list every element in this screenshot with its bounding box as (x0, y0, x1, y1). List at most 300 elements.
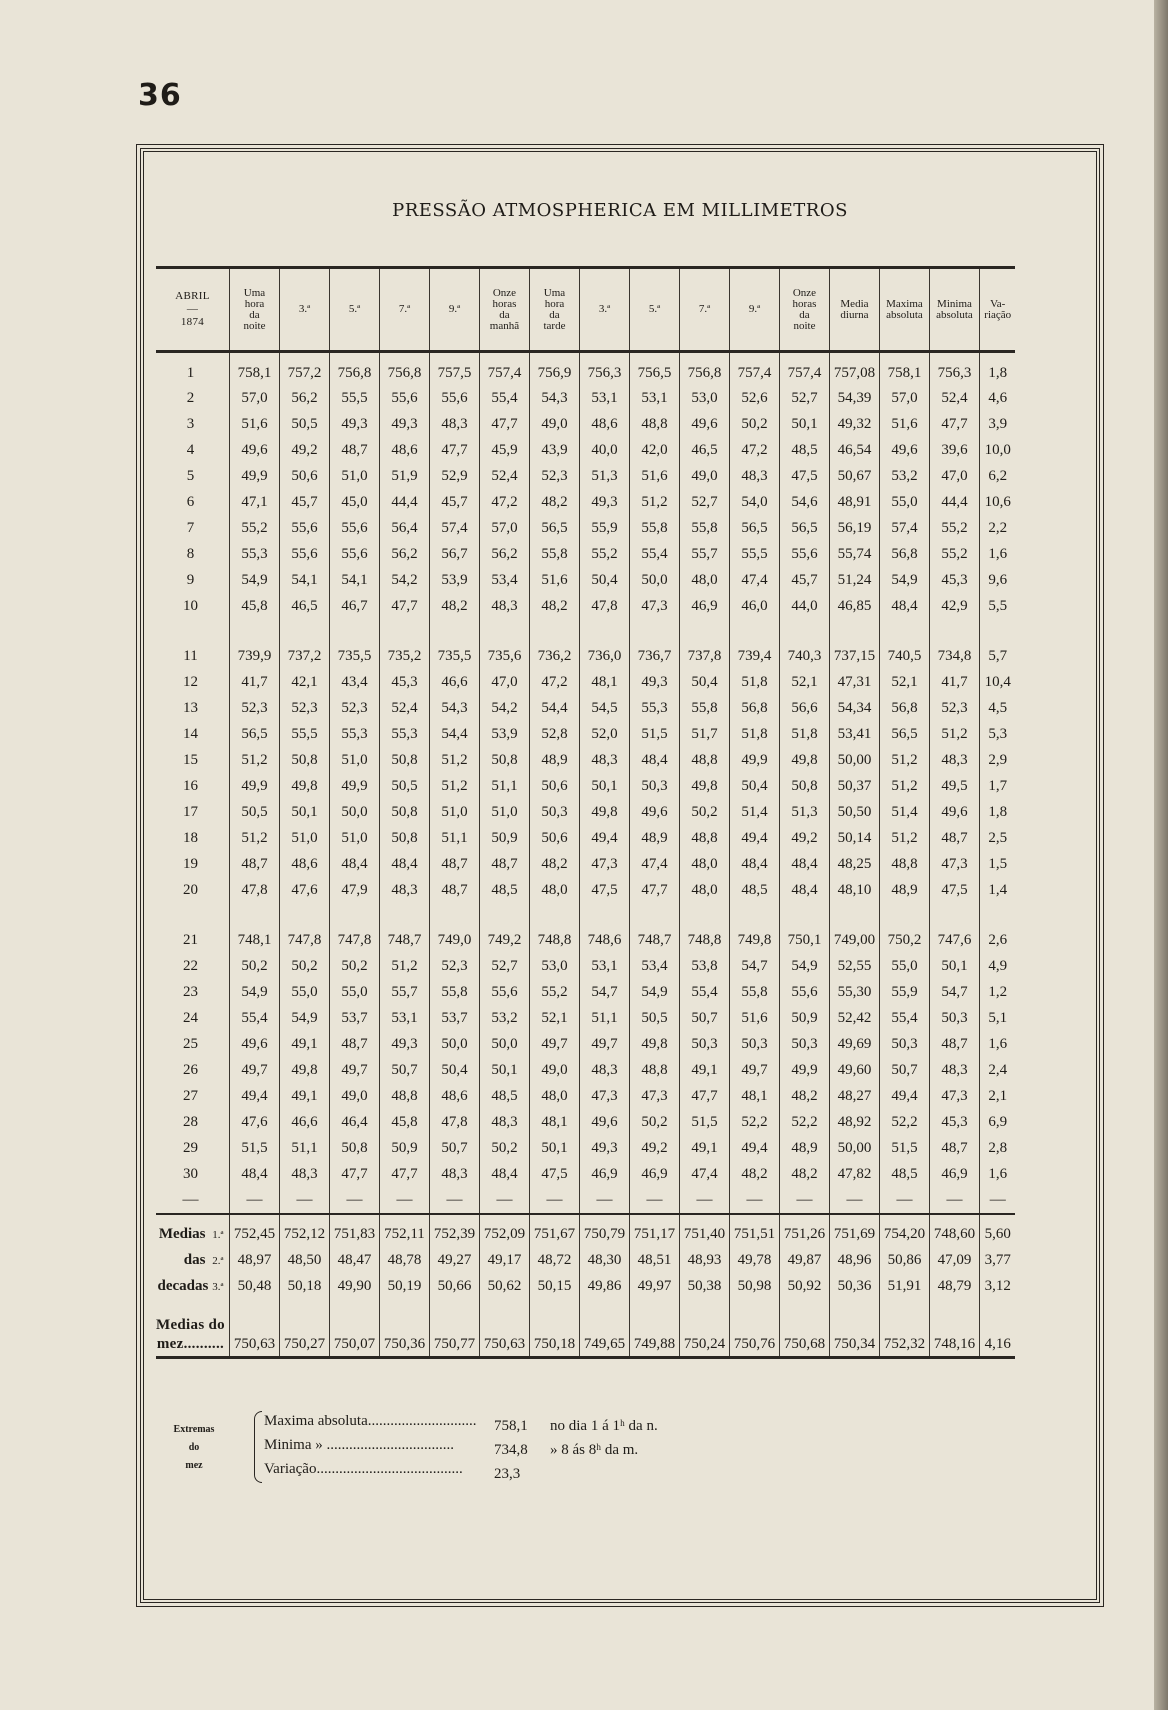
mes-value: 750,34 (829, 1334, 879, 1358)
cell-value: 1,6 (979, 542, 1015, 568)
cell-value: 51,5 (229, 1136, 279, 1162)
table-row (156, 928, 1015, 954)
cell-value: 52,2 (729, 1110, 779, 1136)
cell-value: 55,6 (429, 386, 479, 412)
cell-value: 50,2 (679, 800, 729, 826)
spacer-cell (629, 904, 679, 928)
cell-value: 49,8 (279, 774, 329, 800)
cell-value: 54,5 (579, 696, 629, 722)
day-number: 27 (182, 1088, 198, 1104)
header-line: 5.ª (648, 303, 661, 315)
cell-value: 757,4 (779, 352, 829, 386)
decada-value: 50,38 (679, 1274, 729, 1300)
cell-value: 56,8 (729, 696, 779, 722)
dash-cell: — (479, 1188, 529, 1214)
decada-value: 48,93 (679, 1248, 729, 1274)
cell-value: 49,1 (279, 1032, 329, 1058)
cell-value: 49,6 (579, 1110, 629, 1136)
cell-value: 51,1 (479, 774, 529, 800)
cell-value: 1,8 (979, 800, 1015, 826)
cell-value: 51,6 (529, 568, 579, 594)
cell-value: 54,9 (779, 954, 829, 980)
decada-value: 50,98 (729, 1274, 779, 1300)
mes-value: 752,32 (879, 1334, 929, 1358)
cell-value: 46,9 (629, 1162, 679, 1188)
decada-value: 751,69 (829, 1222, 879, 1248)
cell-value: 47,0 (479, 670, 529, 696)
cell-value: 56,5 (779, 516, 829, 542)
cell-value: 48,8 (379, 1084, 429, 1110)
cell-value: 47,5 (579, 878, 629, 904)
cell-value: 54,2 (379, 568, 429, 594)
cell-value: 50,1 (479, 1058, 529, 1084)
separator-cell (279, 1214, 329, 1222)
spacer-cell (829, 620, 879, 644)
header-line: Onze (492, 286, 517, 299)
cell-value: 49,8 (629, 1032, 679, 1058)
cell-value: 52,1 (879, 670, 929, 696)
cell-value: 50,67 (829, 464, 879, 490)
decada-label-text: Medias (158, 1225, 206, 1242)
cell-value: 48,5 (879, 1162, 929, 1188)
dash-cell: — (279, 1188, 329, 1214)
extremas-line-note: no dia 1 á 1ʰ da n. (550, 1418, 658, 1434)
cell-value: 49,6 (629, 800, 679, 826)
cell-value: 50,00 (829, 1136, 879, 1162)
spacer-cell (229, 620, 279, 644)
cell-value: 55,8 (679, 696, 729, 722)
cell-value: 2,6 (979, 928, 1015, 954)
header-line: Maxima (886, 297, 923, 310)
cell-value: 50,3 (529, 800, 579, 826)
cell-value: 50,6 (529, 826, 579, 852)
cell-value: 48,7 (929, 826, 979, 852)
decada-value: 50,48 (229, 1274, 279, 1300)
separator-cell (429, 1214, 479, 1222)
dash-cell: — (929, 1188, 979, 1214)
cell-value: 56,4 (379, 516, 429, 542)
cell-value: 48,6 (379, 438, 429, 464)
cell-value: 1,7 (979, 774, 1015, 800)
decada-value: 50,36 (829, 1274, 879, 1300)
header-col-7 (529, 268, 579, 352)
cell-value: 1,8 (979, 352, 1015, 386)
cell-value: 756,8 (379, 352, 429, 386)
cell-value: 55,9 (579, 516, 629, 542)
header-line: horas (492, 297, 517, 310)
cell-value: 52,3 (529, 464, 579, 490)
table-row (156, 1136, 1015, 1162)
cell-value: 50,9 (379, 1136, 429, 1162)
cell-value: 749,00 (829, 928, 879, 954)
day-number: 21 (182, 932, 198, 948)
cell-value: 48,9 (779, 1136, 829, 1162)
cell-value: 49,9 (779, 1058, 829, 1084)
header-col-15 (929, 268, 979, 352)
cell-value: 48,92 (829, 1110, 879, 1136)
cell-value: 3,9 (979, 412, 1015, 438)
cell-value: 49,6 (879, 438, 929, 464)
decada-value: 50,86 (879, 1248, 929, 1274)
cell-value: 52,0 (579, 722, 629, 748)
separator-cell (479, 1214, 529, 1222)
cell-value: 48,8 (879, 852, 929, 878)
cell-value: 50,9 (779, 1006, 829, 1032)
header-col-5 (429, 268, 479, 352)
cell-value: 55,5 (729, 542, 779, 568)
decada-value: 48,79 (929, 1274, 979, 1300)
cell-value: 50,4 (429, 1058, 479, 1084)
cell-value: 48,8 (629, 412, 679, 438)
cell-value: 51,0 (329, 826, 379, 852)
blank-cell (929, 1300, 979, 1334)
cell-value: 45,0 (329, 490, 379, 516)
cell-value: 53,7 (329, 1006, 379, 1032)
cell-value: 49,8 (779, 748, 829, 774)
cell-value: 739,4 (729, 644, 779, 670)
day-number: 24 (182, 1010, 198, 1026)
mes-value: 750,63 (229, 1334, 279, 1358)
cell-value: 50,50 (829, 800, 879, 826)
cell-value: 47,4 (629, 852, 679, 878)
cell-value: 757,4 (479, 352, 529, 386)
cell-value: 51,2 (379, 954, 429, 980)
cell-value: 49,0 (529, 412, 579, 438)
decada-label (156, 1274, 229, 1300)
cell-value: 50,3 (629, 774, 679, 800)
decada-ordinal: 2.ª (212, 1254, 224, 1267)
cell-value: 2,2 (979, 516, 1015, 542)
cell-value: 53,4 (629, 954, 679, 980)
cell-value: 48,8 (679, 748, 729, 774)
header-line: 7.ª (698, 303, 711, 315)
cell-value: 48,10 (829, 878, 879, 904)
cell-value: 49,8 (579, 800, 629, 826)
cell-value: 52,7 (479, 954, 529, 980)
decada-value: 751,40 (679, 1222, 729, 1248)
cell-value: 50,0 (329, 800, 379, 826)
header-line: da (499, 308, 510, 321)
extremas-line (264, 1461, 550, 1483)
spacer-cell (279, 620, 329, 644)
header-col-1 (229, 268, 279, 352)
cell-value: 51,4 (729, 800, 779, 826)
cell-value: 48,1 (729, 1084, 779, 1110)
cell-value: 45,7 (279, 490, 329, 516)
blank-cell (629, 1300, 679, 1334)
cell-value: 55,30 (829, 980, 879, 1006)
decada-value: 48,51 (629, 1248, 679, 1274)
cell-value: 50,3 (879, 1032, 929, 1058)
cell-value: 47,0 (929, 464, 979, 490)
cell-value: 736,2 (529, 644, 579, 670)
cell-value: 48,0 (679, 878, 729, 904)
mes-value: 750,63 (479, 1334, 529, 1358)
dash-cell: — (182, 1191, 199, 1208)
decada-value: 48,50 (279, 1248, 329, 1274)
blank-cell (879, 1300, 929, 1334)
decada-value: 5,60 (979, 1222, 1015, 1248)
cell-value: 1,5 (979, 852, 1015, 878)
cell-value: 55,2 (929, 516, 979, 542)
cell-value: 47,6 (279, 878, 329, 904)
extremas-line-value: 758,1 (494, 1418, 528, 1434)
cell-value: 49,1 (279, 1084, 329, 1110)
cell-value: 54,9 (879, 568, 929, 594)
blank-cell (329, 1300, 379, 1334)
cell-value: 47,7 (329, 1162, 379, 1188)
cell-value: 53,9 (429, 568, 479, 594)
cell-value: 736,7 (629, 644, 679, 670)
cell-value: 46,6 (279, 1110, 329, 1136)
decada-value: 50,15 (529, 1274, 579, 1300)
cell-value: 50,5 (379, 774, 429, 800)
decada-value: 748,60 (929, 1222, 979, 1248)
decada-value: 50,92 (779, 1274, 829, 1300)
decada-value: 50,66 (429, 1274, 479, 1300)
blank-cell (979, 1300, 1015, 1334)
mes-value: 750,07 (329, 1334, 379, 1358)
separator-cell (629, 1214, 679, 1222)
cell-value: 54,7 (579, 980, 629, 1006)
mes-value: 750,77 (429, 1334, 479, 1358)
cell-value: 55,0 (279, 980, 329, 1006)
cell-value: 48,1 (579, 670, 629, 696)
extremas-line-value: 23,3 (494, 1466, 521, 1482)
cell-value: 48,2 (529, 852, 579, 878)
cell-value: 52,8 (529, 722, 579, 748)
cell-value: 49,2 (779, 826, 829, 852)
cell-value: 757,5 (429, 352, 479, 386)
cell-value: 52,4 (929, 386, 979, 412)
cell-value: 48,5 (729, 878, 779, 904)
spacer-cell (879, 620, 929, 644)
cell-value: 50,7 (379, 1058, 429, 1084)
table-row (156, 412, 1015, 438)
cell-value: 48,0 (529, 1084, 579, 1110)
cell-value: 48,5 (479, 878, 529, 904)
day-number: 7 (186, 520, 195, 536)
cell-value: 1,6 (979, 1162, 1015, 1188)
header-col-14 (879, 268, 929, 352)
blank-cell (579, 1300, 629, 1334)
mes-value: 750,76 (729, 1334, 779, 1358)
cell-value: 758,1 (229, 352, 279, 386)
cell-value: 57,4 (429, 516, 479, 542)
cell-value: 49,4 (729, 1136, 779, 1162)
cell-value: 50,0 (629, 568, 679, 594)
dash-cell: — (729, 1188, 779, 1214)
cell-value: 55,6 (479, 980, 529, 1006)
cell-value: 55,7 (379, 980, 429, 1006)
cell-value: 747,8 (329, 928, 379, 954)
cell-value: 737,15 (829, 644, 879, 670)
extremas-line-value: 734,8 (494, 1442, 528, 1458)
cell-value: 747,8 (279, 928, 329, 954)
header-col-12 (779, 268, 829, 352)
extremas-brace (254, 1411, 262, 1483)
spacer-cell (279, 904, 329, 928)
cell-value: 48,4 (229, 1162, 279, 1188)
cell-value: 735,5 (329, 644, 379, 670)
cell-value: 47,3 (579, 1084, 629, 1110)
mes-value: 750,36 (379, 1334, 429, 1358)
cell-value: 49,7 (529, 1032, 579, 1058)
spacer-cell (156, 620, 229, 644)
decada-value: 49,87 (779, 1248, 829, 1274)
header-line: noite (243, 319, 266, 332)
cell-value: 51,8 (779, 722, 829, 748)
cell-value: 45,8 (379, 1110, 429, 1136)
spacer-cell (929, 620, 979, 644)
header-line: Minima (937, 297, 972, 310)
cell-value: 50,2 (629, 1110, 679, 1136)
cell-value: 51,2 (429, 774, 479, 800)
cell-value: 49,0 (529, 1058, 579, 1084)
table-header (156, 268, 1015, 352)
cell-value: 55,9 (879, 980, 929, 1006)
cell-value: 51,0 (279, 826, 329, 852)
separator-row (156, 1214, 1015, 1222)
cell-value: 50,8 (379, 748, 429, 774)
cell-value: 47,8 (429, 1110, 479, 1136)
cell-value: 736,0 (579, 644, 629, 670)
separator-cell (329, 1214, 379, 1222)
cell-value: 55,2 (929, 542, 979, 568)
cell-value: 48,4 (879, 594, 929, 620)
cell-value: 47,7 (479, 412, 529, 438)
cell-value: 46,9 (929, 1162, 979, 1188)
cell-value: 55,8 (679, 516, 729, 542)
cell-value: 50,3 (729, 1032, 779, 1058)
cell-value: 10,4 (979, 670, 1015, 696)
cell-value: 50,8 (379, 800, 429, 826)
cell-value: 48,4 (379, 852, 429, 878)
cell-value: 749,2 (479, 928, 529, 954)
cell-value: 52,6 (729, 386, 779, 412)
cell-value: 49,7 (579, 1032, 629, 1058)
cell-value: 49,9 (229, 774, 279, 800)
cell-value: 53,9 (479, 722, 529, 748)
cell-value: 53,1 (629, 386, 679, 412)
cell-value: 48,9 (879, 878, 929, 904)
cell-value: 50,8 (779, 774, 829, 800)
cell-value: 55,8 (629, 516, 679, 542)
cell-value: 50,37 (829, 774, 879, 800)
header-line: 3.ª (298, 303, 311, 315)
cell-value: 4,5 (979, 696, 1015, 722)
separator-cell (579, 1214, 629, 1222)
day-number: 16 (182, 778, 198, 794)
cell-value: 48,3 (929, 748, 979, 774)
mes-row (156, 1334, 1015, 1358)
cell-value: 51,2 (879, 774, 929, 800)
cell-value: 55,4 (479, 386, 529, 412)
cell-value: 54,7 (929, 980, 979, 1006)
table-row (156, 644, 1015, 670)
cell-value: 48,3 (429, 412, 479, 438)
day-number: 3 (186, 416, 195, 432)
cell-value: 47,7 (929, 412, 979, 438)
cell-value: 51,2 (629, 490, 679, 516)
cell-value: 47,5 (929, 878, 979, 904)
cell-value: 49,9 (729, 748, 779, 774)
cell-value: 56,7 (429, 542, 479, 568)
table-row (156, 852, 1015, 878)
cell-value: 51,1 (579, 1006, 629, 1032)
spacer-cell (156, 904, 229, 928)
cell-value: 50,4 (579, 568, 629, 594)
cell-value: 54,9 (279, 1006, 329, 1032)
cell-value: 51,6 (879, 412, 929, 438)
cell-value: 756,5 (629, 352, 679, 386)
cell-value: 42,1 (279, 670, 329, 696)
cell-value: 53,2 (879, 464, 929, 490)
cell-value: 43,4 (329, 670, 379, 696)
cell-value: 52,1 (779, 670, 829, 696)
cell-value: 46,5 (679, 438, 729, 464)
cell-value: 46,9 (679, 594, 729, 620)
cell-value: 49,3 (379, 1032, 429, 1058)
day-number: 14 (182, 726, 198, 742)
separator-cell (779, 1214, 829, 1222)
dash-cell: — (629, 1188, 679, 1214)
cell-value: 48,2 (779, 1162, 829, 1188)
day-number: 18 (182, 830, 198, 846)
blank-cell (279, 1300, 329, 1334)
cell-value: 48,6 (579, 412, 629, 438)
day-number: 11 (183, 648, 198, 664)
cell-value: 51,5 (679, 1110, 729, 1136)
decada-value: 752,45 (229, 1222, 279, 1248)
cell-value: 54,0 (729, 490, 779, 516)
cell-value: 47,8 (229, 878, 279, 904)
cell-value: 51,5 (629, 722, 679, 748)
cell-value: 50,3 (679, 1032, 729, 1058)
cell-value: 2,1 (979, 1084, 1015, 1110)
cell-value: 48,0 (679, 568, 729, 594)
cell-value: 55,8 (729, 980, 779, 1006)
cell-value: 44,4 (929, 490, 979, 516)
table-row (156, 954, 1015, 980)
cell-value: 49,5 (929, 774, 979, 800)
cell-value: 747,6 (929, 928, 979, 954)
cell-value: 50,1 (529, 1136, 579, 1162)
cell-value: 55,3 (379, 722, 429, 748)
cell-value: 55,3 (329, 722, 379, 748)
decada-value: 50,62 (479, 1274, 529, 1300)
header-line: da (549, 308, 560, 321)
cell-value: 47,82 (829, 1162, 879, 1188)
cell-value: 48,4 (779, 852, 829, 878)
table-row (156, 542, 1015, 568)
cell-value: 50,0 (429, 1032, 479, 1058)
cell-value: 5,7 (979, 644, 1015, 670)
cell-value: 4,6 (979, 386, 1015, 412)
cell-value: 49,3 (629, 670, 679, 696)
cell-value: 46,6 (429, 670, 479, 696)
cell-value: 49,6 (929, 800, 979, 826)
cell-value: 47,1 (229, 490, 279, 516)
blank-cell (229, 1300, 279, 1334)
cell-value: 52,3 (429, 954, 479, 980)
cell-value: 41,7 (229, 670, 279, 696)
extremas-line (264, 1437, 638, 1459)
dash-row (156, 1188, 1015, 1214)
cell-value: 48,27 (829, 1084, 879, 1110)
cell-value: 55,8 (529, 542, 579, 568)
pressure-table (156, 266, 1015, 1359)
